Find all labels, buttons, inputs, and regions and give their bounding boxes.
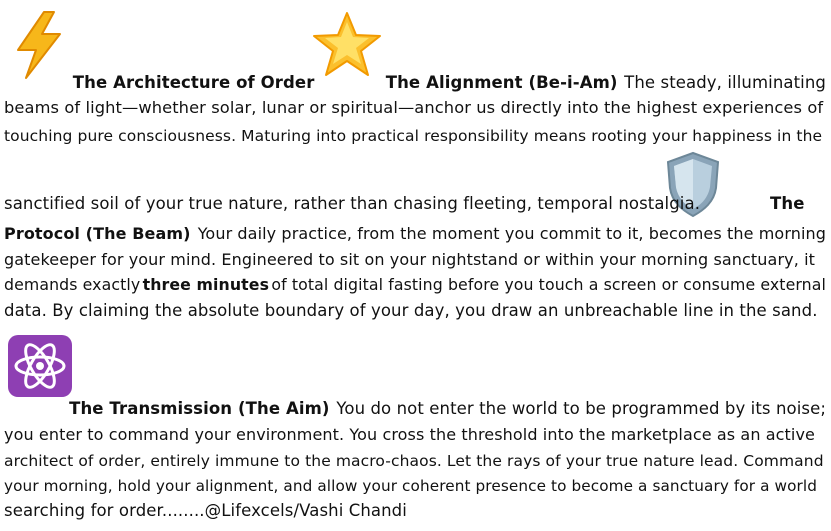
section2-text: Your daily practice, from the moment you commit to it, becomes the morning	[197, 224, 826, 243]
section1-line3	[4, 124, 826, 148]
section2-text: demands exactly	[4, 275, 141, 294]
section3-text: architect of order, entirely immune to the macro-chaos. Let the rays of your true nature lead. Command	[4, 452, 824, 470]
section3-line3	[4, 449, 826, 473]
section2-line4	[4, 299, 826, 323]
lightning-icon	[10, 10, 68, 80]
section2-text: of total digital fasting before you touch a screen or consume external	[271, 275, 826, 294]
section1-text: beams of light—whether solar, lunar or spiritual—anchor us directly into the highest experiences of	[4, 98, 824, 117]
section2-emphasis-three-minutes: three minutes	[142, 275, 270, 294]
section3-heading-transmission: The Transmission (The Aim)	[69, 399, 330, 418]
section2-text: data. By claiming the absolute boundary of your day, you draw an unbreachable line in the sand.	[4, 301, 818, 320]
section3-signature: searching for order........@Lifexcels/Vashi Chandi	[4, 501, 407, 520]
section2-line2	[4, 248, 826, 272]
section3-line5	[4, 499, 826, 523]
section2-line3	[4, 273, 826, 297]
section1-text: touching pure consciousness. Maturing into practical responsibility means rooting your happiness in the	[4, 127, 823, 145]
section2-text: gatekeeper for your mind. Engineered to sit on your nightstand or within your morning sanctuary, it	[4, 250, 815, 269]
section1-line2	[4, 96, 826, 120]
section1-line4	[4, 192, 826, 216]
section2-heading-the: The	[770, 194, 805, 213]
section1-text: sanctified soil of your true nature, rather than chasing fleeting, temporal nostalgia.	[4, 194, 701, 213]
section2-heading-protocol: Protocol (The Beam)	[4, 224, 191, 243]
section3-line4	[4, 474, 826, 498]
star-icon	[311, 10, 383, 78]
section1-text: The steady, illuminating	[624, 73, 826, 92]
section3-text: you enter to command your environment. You cross the threshold into the marketplace as an active	[4, 425, 815, 444]
section3-text: your morning, hold your alignment, and allow your coherent presence to become a sanctuary for a world	[4, 477, 818, 495]
section3-line2	[4, 423, 826, 447]
section1-line1	[4, 71, 826, 95]
atom-icon	[6, 333, 74, 399]
section1-heading-architecture: The Architecture of Order	[72, 73, 315, 92]
section3-text: You do not enter the world to be programmed by its noise;	[336, 399, 826, 418]
section2-line1	[4, 222, 826, 246]
section1-heading-alignment: The Alignment (Be-i-Am)	[385, 73, 618, 92]
section3-line1	[4, 397, 826, 421]
